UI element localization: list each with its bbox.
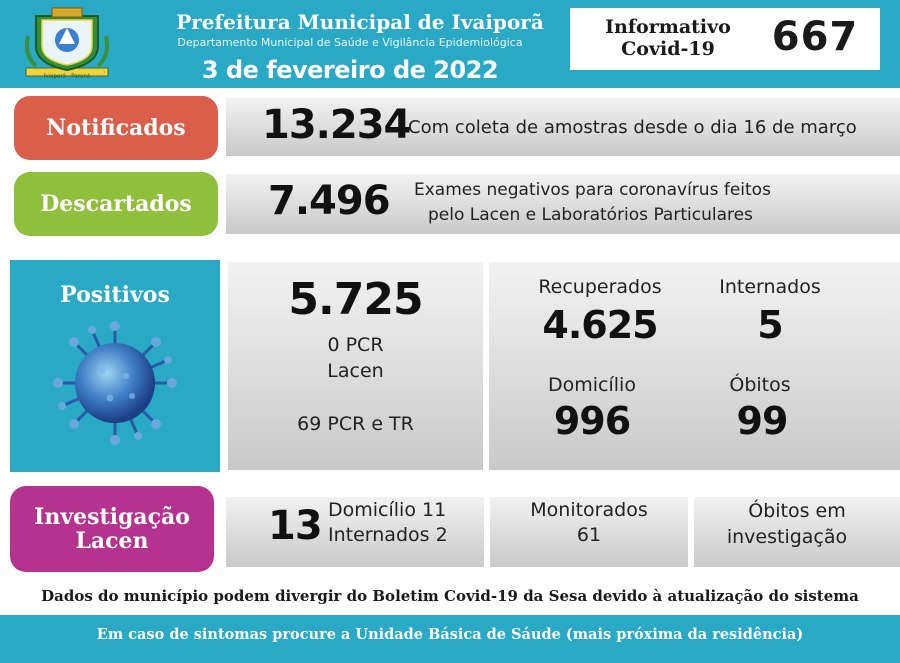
- investigacao-label-line2: Lacen: [75, 528, 149, 554]
- pcr-tr-count: 69 PCR e TR: [297, 413, 414, 435]
- investigacao-value: 13: [268, 503, 322, 549]
- departamento-subtitle: Departamento Municipal de Saúde e Vigilância Epidemiológica: [177, 36, 523, 49]
- notificados-description: Com coleta de amostras desde o dia 16 de março: [408, 117, 857, 138]
- positivos-value: 5.725: [288, 274, 423, 325]
- informativo-line2: Covid-19: [621, 38, 715, 60]
- disclaimer-text: Dados do município podem divergir do Boletim Covid-19 da Sesa devido à atualização do sistema: [41, 587, 859, 605]
- obitos-label: Óbitos: [729, 374, 791, 396]
- notificados-value: 13.234: [262, 102, 411, 148]
- investigacao-domicilio: Domicílio 11: [328, 499, 447, 521]
- internados-label: Internados: [719, 276, 821, 298]
- investigacao-label: [10, 486, 214, 572]
- descartados-label: Descartados: [14, 172, 218, 236]
- positivos-label: Positivos: [60, 282, 170, 308]
- monitorados-value: 61: [576, 524, 602, 546]
- edition-number: 667: [771, 14, 859, 60]
- coronavirus-icon: [50, 318, 180, 448]
- domicilio-label: Domicílio: [548, 374, 636, 396]
- descartados-description-line1: Exames negativos para coronavírus feitos: [414, 180, 771, 200]
- footer-text: Em caso de sintomas procure a Unidade Básica de Sáude (mais próxima da residência): [96, 626, 804, 643]
- informativo-title: [588, 16, 748, 60]
- descartados-description-line2: pelo Lacen e Laboratórios Particulares: [428, 205, 753, 225]
- monitorados-label: Monitorados: [530, 499, 648, 521]
- obitos-investigacao-line2: investigação: [726, 526, 848, 548]
- logo-motto-text: Ivaiporã · Paraná: [43, 73, 91, 79]
- recuperados-value: 4.625: [542, 303, 658, 347]
- pcr-lacen-line2: Lacen: [327, 360, 384, 382]
- obitos-investigacao-line1: Óbitos em: [748, 500, 846, 522]
- obitos-value: 99: [736, 399, 788, 443]
- descartados-value: 7.496: [268, 178, 390, 224]
- pcr-lacen-line1: 0 PCR: [327, 334, 384, 356]
- internados-value: 5: [757, 303, 783, 347]
- investigacao-internados: Internados 2: [328, 524, 448, 546]
- informativo-line1: Informativo: [605, 16, 731, 38]
- logo-motto: [26, 64, 108, 79]
- investigacao-label-line1: Investigação: [34, 504, 190, 530]
- domicilio-value: 996: [553, 399, 631, 443]
- notificados-label: Notificados: [14, 96, 218, 160]
- recuperados-label: Recuperados: [538, 276, 662, 298]
- bulletin-date: 3 de fevereiro de 2022: [201, 56, 499, 84]
- prefeitura-title: Prefeitura Municipal de Ivaiporã: [176, 10, 544, 34]
